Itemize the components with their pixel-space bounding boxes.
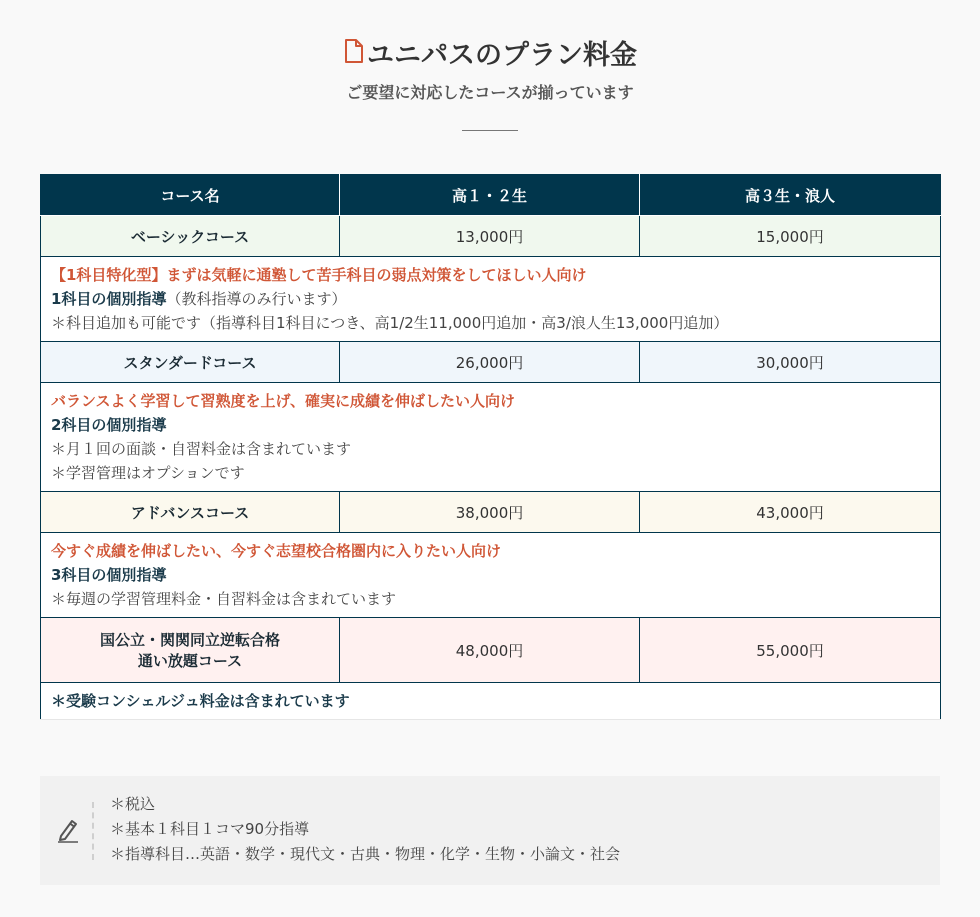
plan-row-standard <box>41 342 941 383</box>
course-name-line: 国公立・関関同立逆転合格 <box>99 631 280 649</box>
course-name <box>41 618 340 683</box>
plan-desc-row-national <box>41 683 941 720</box>
course-name: スタンダードコース <box>41 342 340 383</box>
notes-box <box>40 776 940 885</box>
plan-description <box>41 383 941 492</box>
plan-catchphrase: 今すぐ成績を伸ばしたい、今すぐ志望校合格圏内に入りたい人向け <box>51 542 502 560</box>
notes-divider <box>92 802 94 860</box>
column-header-grade12: 高１・２生 <box>340 175 640 216</box>
note-item: ＊基本１科目１コマ90分指導 <box>110 820 310 838</box>
price-grade12: 38,000円 <box>340 492 640 533</box>
plan-row-basic <box>41 216 941 257</box>
column-header-course: コース名 <box>41 175 340 216</box>
price-table <box>40 174 941 720</box>
plan-detail-line <box>51 287 930 311</box>
plan-description <box>41 533 941 618</box>
page-subtitle: ご要望に対応したコースが揃っています <box>346 83 634 102</box>
note-item: ＊税込 <box>110 795 156 813</box>
plan-note: ＊学習管理はオプションです <box>51 464 245 482</box>
plan-note: ＊月１回の面談・自習料金は含まれています <box>51 440 352 458</box>
plan-description <box>41 683 941 720</box>
plan-note: ＊科目追加も可能です（指導科目1科目につき、高1/2生11,000円追加・高3/浪人生13,000円追加） <box>51 314 729 332</box>
plan-catchphrase: 【1科目特化型】まずは気軽に通塾して苦手科目の弱点対策をしてほしい人向け <box>51 266 587 284</box>
document-icon <box>343 36 365 76</box>
plan-detail: 1科目の個別指導 <box>51 290 167 308</box>
plan-catchphrase: バランスよく学習して習熟度を上げ、確実に成績を伸ばしたい人向け <box>51 392 515 410</box>
page-header <box>0 36 980 131</box>
plan-row-national <box>41 618 941 683</box>
price-grade3: 43,000円 <box>640 492 941 533</box>
plan-detail: 3科目の個別指導 <box>51 566 167 584</box>
course-name: ベーシックコース <box>41 216 340 257</box>
table-header-row <box>41 175 941 216</box>
plan-description <box>41 257 941 342</box>
plan-detail-note: （教科指導のみ行います） <box>166 290 347 308</box>
plan-detail: 2科目の個別指導 <box>51 416 167 434</box>
plan-desc-row-standard <box>41 383 941 492</box>
price-grade12: 26,000円 <box>340 342 640 383</box>
price-grade12: 48,000円 <box>340 618 640 683</box>
page-title <box>343 36 637 76</box>
course-name: アドバンスコース <box>41 492 340 533</box>
course-name-line: 通い放題コース <box>137 652 243 670</box>
plan-detail: ＊受験コンシェルジュ料金は含まれています <box>51 692 350 710</box>
price-grade3: 30,000円 <box>640 342 941 383</box>
plan-row-advance <box>41 492 941 533</box>
column-header-grade3: 高３生・浪人 <box>640 175 941 216</box>
plan-note: ＊毎週の学習管理料金・自習料金は含まれています <box>51 590 397 608</box>
header-divider <box>462 130 518 131</box>
price-grade12: 13,000円 <box>340 216 640 257</box>
price-grade3: 15,000円 <box>640 216 941 257</box>
plan-desc-row-basic <box>41 257 941 342</box>
note-item: ＊指導科目…英語・数学・現代文・古典・物理・化学・生物・小論文・社会 <box>110 845 621 863</box>
notes-list <box>110 792 620 867</box>
pencil-icon <box>56 817 80 843</box>
plan-desc-row-advance <box>41 533 941 618</box>
page-title-text: ユニパスのプラン料金 <box>367 40 637 71</box>
price-grade3: 55,000円 <box>640 618 941 683</box>
